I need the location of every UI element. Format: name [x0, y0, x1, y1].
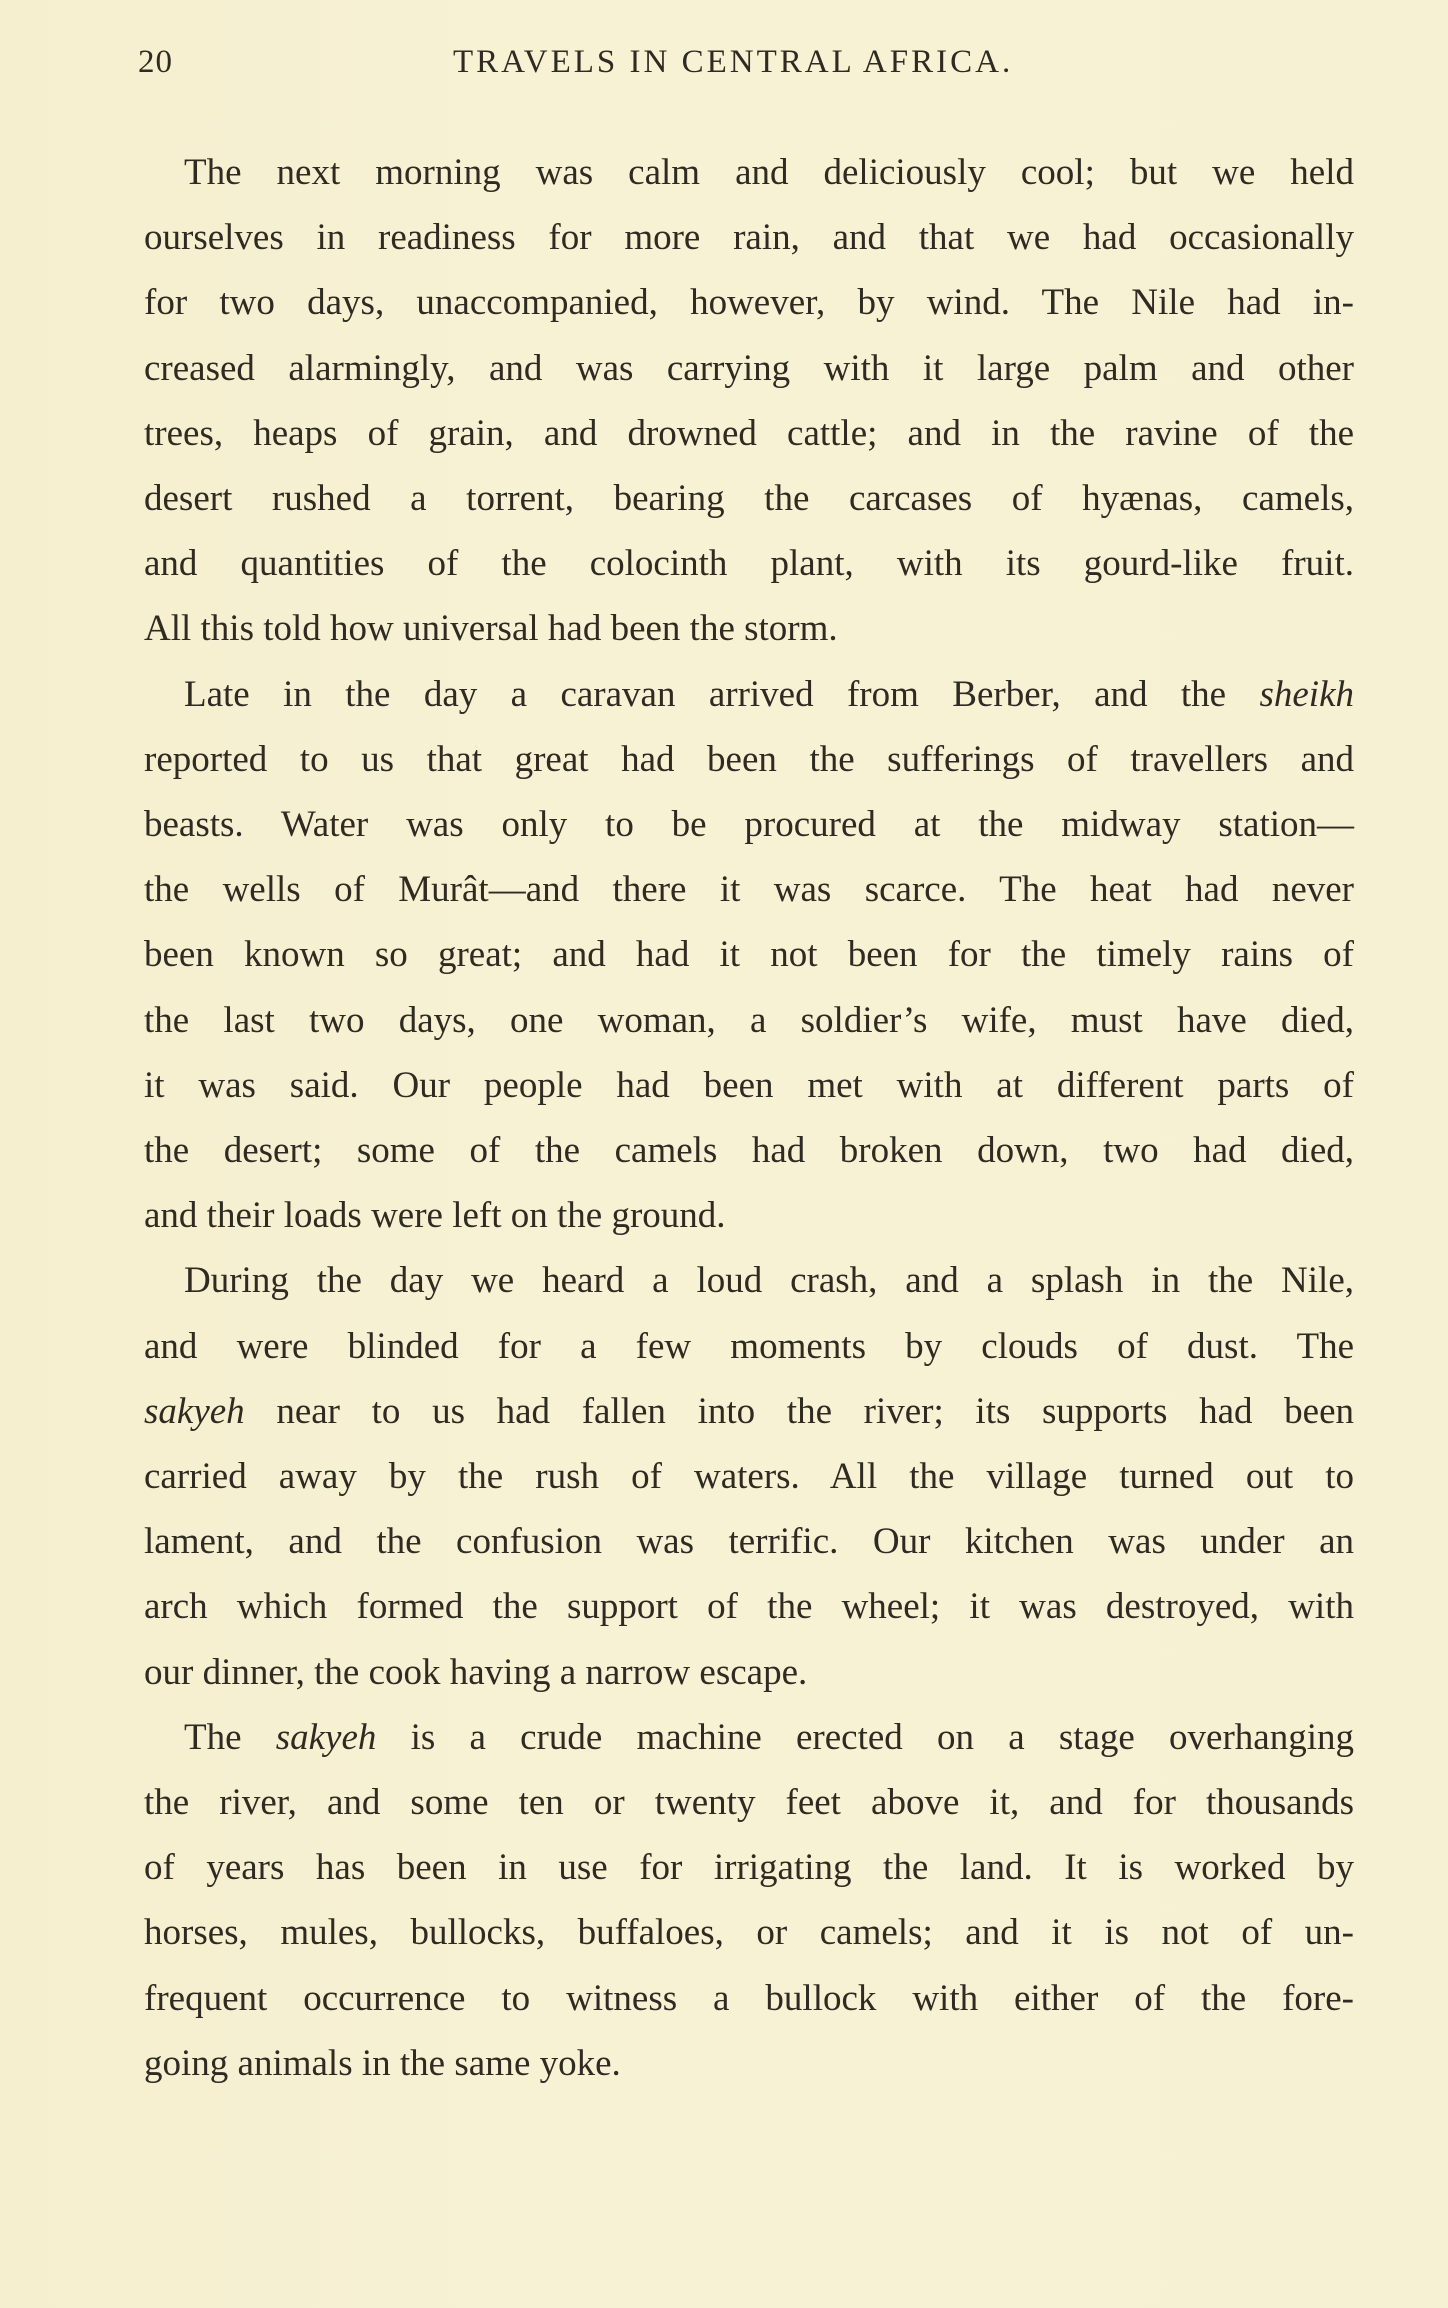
text-line: the desert; some of the camels had broken down, two had died, — [144, 1130, 1354, 1172]
text-segment: The — [184, 1716, 242, 1758]
text-line: During the day we heard a loud crash, and a splash in the Nile, — [184, 1260, 1354, 1302]
text-segment: Late in the day a caravan arrived from Berber, and the — [184, 673, 1227, 715]
paragraph-4 — [144, 1705, 1354, 2096]
page-number: 20 — [138, 44, 173, 80]
text-line: for two days, unaccompanied, however, by wind. The Nile had in- — [144, 282, 1354, 324]
text-line — [144, 662, 1354, 727]
italic-term: sheikh — [1259, 673, 1355, 715]
text-line: the river, and some ten or twenty feet above it, and for thousands — [144, 1782, 1354, 1824]
text-line: creased alarmingly, and was carrying with it large palm and other — [144, 347, 1354, 389]
paragraph-3 — [144, 1248, 1354, 1704]
text-line: carried away by the rush of waters. All the village turned out to — [144, 1456, 1354, 1498]
paragraph-1 — [144, 140, 1354, 662]
text-line: frequent occurrence to witness a bullock with either of the fore- — [144, 1977, 1354, 2019]
paragraph-2 — [144, 662, 1354, 1249]
text-line: trees, heaps of grain, and drowned cattle; and in the ravine of the — [144, 412, 1354, 454]
page-header — [138, 44, 1358, 94]
text-line: desert rushed a torrent, bearing the carcases of hyænas, camels, — [144, 478, 1354, 520]
text-line: lament, and the confusion was terrific. Our kitchen was under an — [144, 1521, 1354, 1563]
italic-term: sakyeh — [275, 1716, 377, 1758]
text-line: and were blinded for a few moments by clouds of dust. The — [144, 1325, 1354, 1367]
text-line: ourselves in readiness for more rain, and that we had occasionally — [144, 217, 1354, 259]
text-line: it was said. Our people had been met with at different parts of — [144, 1064, 1354, 1106]
italic-term: sakyeh — [144, 1390, 245, 1432]
running-head: TRAVELS IN CENTRAL AFRICA. — [453, 44, 1014, 80]
text-line: beasts. Water was only to be procured at the midway station— — [144, 804, 1354, 846]
text-line: our dinner, the cook having a narrow escape. — [144, 1651, 808, 1693]
text-line: and quantities of the colocinth plant, with its gourd-like fruit. — [144, 543, 1354, 585]
text-line: reported to us that great had been the sufferings of travellers and — [144, 738, 1354, 780]
text-line: and their loads were left on the ground. — [144, 1195, 726, 1237]
text-line: The next morning was calm and deliciously cool; but we held — [184, 152, 1354, 193]
text-line: of years has been in use for irrigating the land. It is worked by — [144, 1847, 1354, 1889]
text-line: horses, mules, bullocks, buffaloes, or camels; and it is not of un- — [144, 1912, 1354, 1954]
text-line: been known so great; and had it not been for the timely rains of — [144, 934, 1354, 976]
text-line: the wells of Murât—and there it was scarce. The heat had never — [144, 869, 1354, 911]
text-line: going animals in the same yoke. — [144, 2042, 621, 2084]
text-segment: near to us had fallen into the river; its supports had been — [276, 1390, 1354, 1432]
text-segment: is a crude machine erected on a stage overhanging — [410, 1716, 1354, 1758]
text-line: the last two days, one woman, a soldier’s wife, must have died, — [144, 999, 1354, 1041]
body-text — [144, 140, 1354, 2096]
text-line — [144, 1379, 1354, 1444]
text-line: All this told how universal had been the storm. — [144, 608, 838, 650]
text-line — [144, 1705, 1354, 1770]
text-line: arch which formed the support of the wheel; it was destroyed, with — [144, 1586, 1354, 1628]
